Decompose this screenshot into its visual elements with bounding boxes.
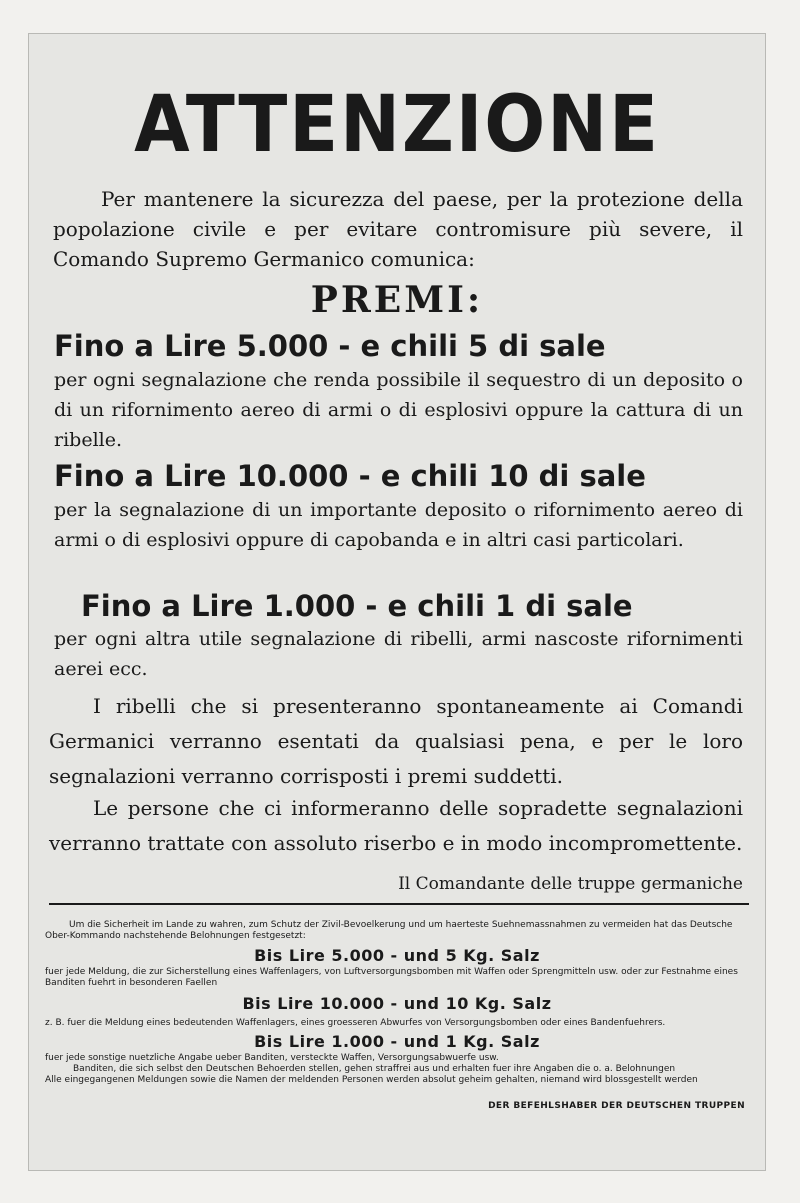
poster-title: ATTENZIONE xyxy=(134,80,660,170)
german-prize-description: fuer jede Meldung, die zur Sicherstellung eines Waffenlagers, von Luftversorgungsbomben mit Waffen oder Sprengmitteln usw. oder zur Festnahme eines Banditen fuehrt in besonderen Faellen xyxy=(45,967,738,988)
prize-heading: Fino a Lire 1.000 - e chili 1 di sale xyxy=(81,589,633,623)
divider xyxy=(49,903,749,905)
poster xyxy=(28,33,766,1171)
intro-text: Per mantenere la sicurezza del paese, per la protezione della popolazione civile e per evitare contromisure più severe, il Comando Supremo Germanico comunica: xyxy=(53,187,743,271)
prize-description: per ogni altra utile segnalazione di ribelli, armi nascoste rifornimenti aerei ecc. xyxy=(54,628,743,680)
intro-paragraph xyxy=(29,184,765,274)
german-prize-heading: Bis Lire 10.000 - und 10 Kg. Salz xyxy=(242,994,552,1013)
prize-heading: Fino a Lire 5.000 - e chili 5 di sale xyxy=(54,329,606,363)
german-prize-description: fuer jede sonstige nuetzliche Angabe ueber Banditen, versteckte Waffen, Versorgungsabwuerfe usw. xyxy=(45,1053,499,1063)
closing-paragraph xyxy=(29,689,765,794)
premi-heading: PREMI: xyxy=(310,279,484,321)
german-prize-heading: Bis Lire 1.000 - und 1 Kg. Salz xyxy=(254,1032,540,1051)
closing-text: I ribelli che si presenteranno spontaneamente ai Comandi Germanici verranno esentati da qualsiasi pena, e per le loro segnalazioni verranno corrisposti i premi suddetti. xyxy=(49,694,743,788)
german-intro-text: Um die Sicherheit im Lande zu wahren, zum Schutz der Zivil-Bevoelkerung und um haerteste Suehnemassnahmen zu vermeiden hat das Deutsche Ober-Kommando nachstehende Belohnungen festgesetzt: xyxy=(45,920,733,941)
german-prize-heading: Bis Lire 5.000 - und 5 Kg. Salz xyxy=(254,946,540,965)
italian-signature: Il Comandante delle truppe germaniche xyxy=(398,874,743,894)
german-prize-description: z. B. fuer die Meldung eines bedeutenden Waffenlagers, eines groesseren Abwurfes von Versorgungsbomben oder eines Bandenfuehrers. xyxy=(45,1018,666,1028)
prize-heading: Fino a Lire 10.000 - e chili 10 di sale xyxy=(54,459,646,493)
prize-description: per la segnalazione di un importante deposito o rifornimento aereo di armi o di esplosivi oppure di capobanda e in altri casi particolari. xyxy=(54,499,743,551)
german-intro xyxy=(29,920,765,942)
closing-paragraph xyxy=(29,791,765,861)
prize-description: per ogni segnalazione che renda possibile il sequestro di un deposito o di un rifornimento aereo di armi o di esplosivi oppure la cattura di un ribelle. xyxy=(54,369,743,451)
german-closing xyxy=(29,1053,765,1086)
german-signature: DER BEFEHLSHABER DER DEUTSCHEN TRUPPEN xyxy=(488,1101,745,1111)
closing-text: Le persone che ci informeranno delle sopradette segnalazioni verranno trattate con assoluto riserbo e in modo incompromettente. xyxy=(49,796,743,855)
german-closing-text: Alle eingegangenen Meldungen sowie die Namen der meldenden Personen werden absolut geheim gehalten, niemand wird blossgestellt werden xyxy=(45,1075,698,1085)
german-closing-text: Banditen, die sich selbst den Deutschen Behoerden stellen, gehen straffrei aus und erhalten fuer ihre Angaben die o. a. Belohnungen xyxy=(73,1064,676,1074)
